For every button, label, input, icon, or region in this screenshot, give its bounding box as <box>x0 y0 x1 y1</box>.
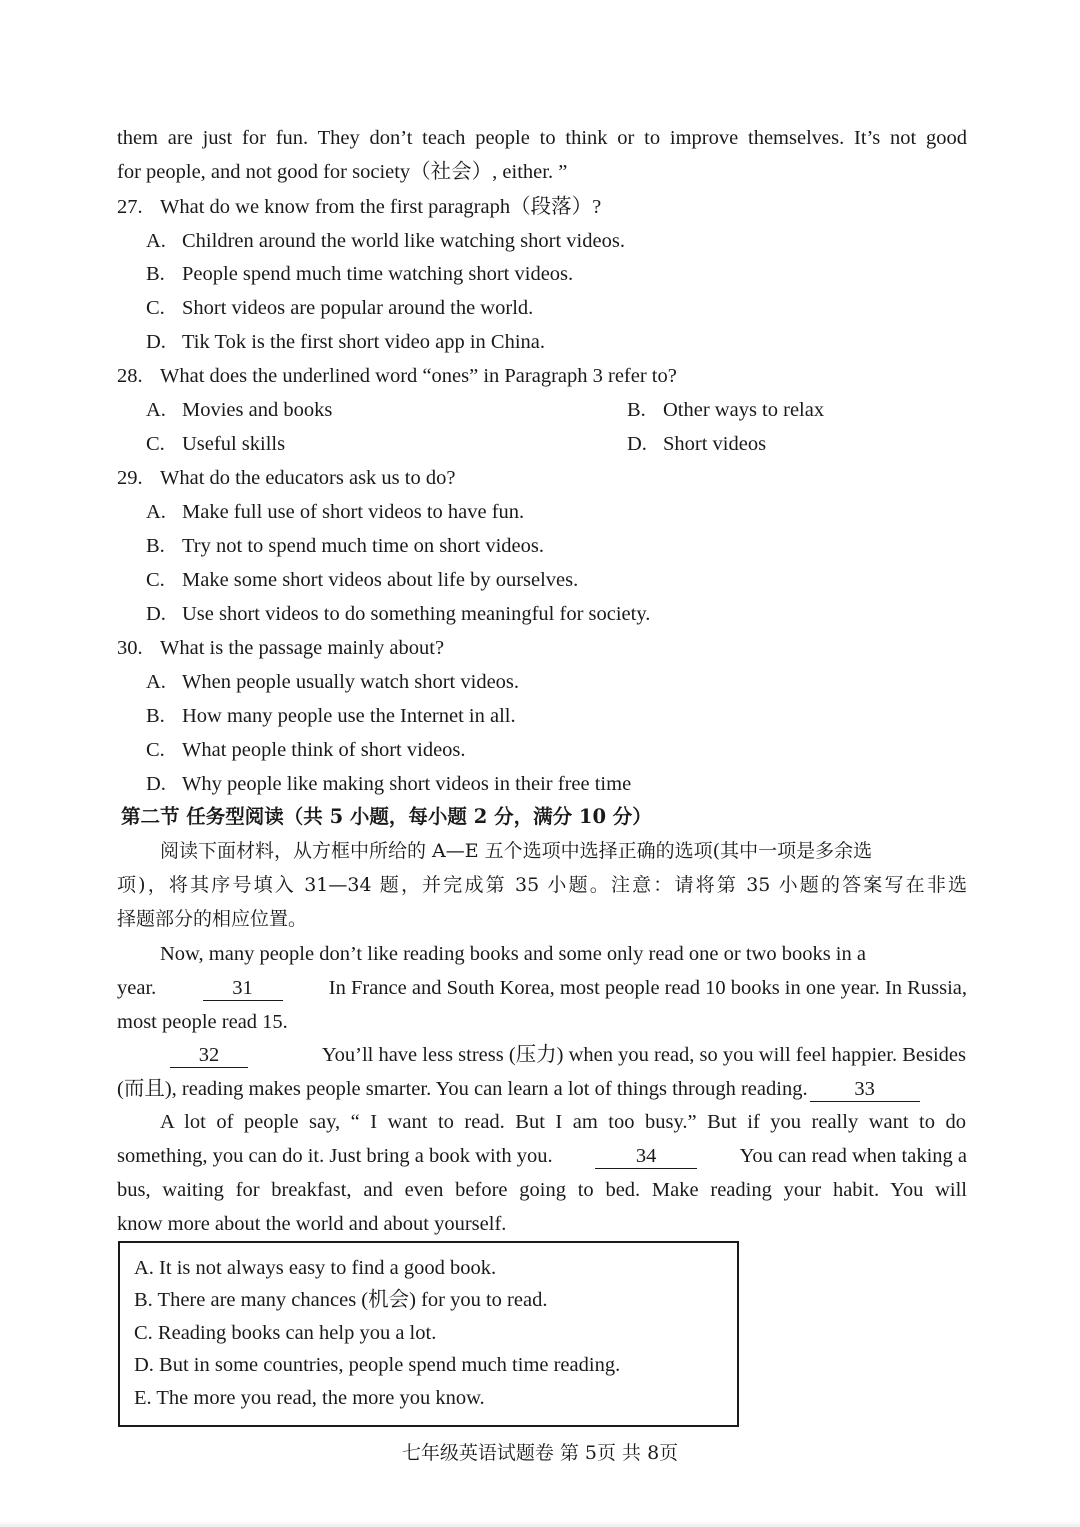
option-letter: C. <box>146 569 165 591</box>
question-number: 28. <box>117 365 143 387</box>
text-segment: In France and South Korea, most people read 10 books in one year. In Russia, <box>328 977 967 999</box>
option-text: Short videos <box>663 433 767 455</box>
paragraph-line: most people read 15. <box>117 1011 288 1033</box>
question-27 <box>117 190 967 224</box>
option-letter: A. <box>146 399 166 421</box>
options-box <box>118 1241 739 1427</box>
paragraph-line <box>117 971 967 1005</box>
question-number: 30. <box>117 637 143 659</box>
question-28 <box>117 359 967 393</box>
box-option: C. Reading books can help you a lot. <box>134 1322 437 1344</box>
option <box>146 427 546 461</box>
option <box>146 529 996 563</box>
option <box>146 393 546 427</box>
option-text: Why people like making short videos in their free time <box>182 773 632 795</box>
box-option: B. There are many chances (机会) for you to read. <box>134 1289 548 1311</box>
option <box>146 257 996 291</box>
paragraph-line: Now, many people don’t like reading books and some only read one or two books in a <box>160 943 866 965</box>
option <box>146 597 996 631</box>
option-text: People spend much time watching short videos. <box>182 263 574 285</box>
text-segment: year. <box>117 977 157 999</box>
paragraph-line: know more about the world and about yourself. <box>117 1213 507 1235</box>
option-text: How many people use the Internet in all. <box>182 705 516 727</box>
option-text: Children around the world like watching short videos. <box>182 230 625 252</box>
passage-line: for people, and not good for society（社会）, either. ” <box>117 161 568 183</box>
text-segment: You can read when taking a <box>739 1145 967 1167</box>
option-text: Make full use of short videos to have fun. <box>182 501 525 523</box>
option-text: Movies and books <box>182 399 333 421</box>
question-number: 27. <box>117 196 143 218</box>
text-segment: (而且), reading makes people smarter. You can learn a lot of things through reading. <box>117 1078 808 1100</box>
page-footer: 七年级英语试题卷 第 5页 共 8页 <box>401 1442 679 1464</box>
paragraph-line <box>117 1139 967 1173</box>
option-letter: A. <box>146 501 166 523</box>
option-letter: D. <box>146 603 166 625</box>
paragraph-line <box>117 1072 967 1106</box>
option-text: Try not to spend much time on short videos. <box>182 535 544 557</box>
option <box>146 699 996 733</box>
question-stem: What does the underlined word “ones” in Paragraph 3 refer to? <box>160 365 677 387</box>
option-text: Tik Tok is the first short video app in China. <box>182 331 546 353</box>
question-stem: What is the passage mainly about? <box>160 637 445 659</box>
option-letter: C. <box>146 297 165 319</box>
question-30 <box>117 631 967 665</box>
paragraph-line <box>170 1038 966 1072</box>
box-option: E. The more you read, the more you know. <box>134 1387 485 1409</box>
text-segment: something, you can do it. Just bring a book with you. <box>117 1145 553 1167</box>
option-letter: B. <box>627 399 646 421</box>
option-text: Useful skills <box>182 433 286 455</box>
option-letter: C. <box>146 739 165 761</box>
option-letter: B. <box>146 705 165 727</box>
blank-34[interactable]: 34 <box>595 1144 697 1169</box>
option <box>146 495 996 529</box>
option-letter: B. <box>146 535 165 557</box>
option <box>627 427 947 461</box>
option <box>146 224 996 258</box>
option <box>146 665 996 699</box>
question-number: 29. <box>117 467 143 489</box>
option-letter: D. <box>146 331 166 353</box>
option <box>146 563 996 597</box>
option-text: Use short videos to do something meaningful for society. <box>182 603 651 625</box>
option-text: Short videos are popular around the world. <box>182 297 534 319</box>
option-letter: D. <box>146 773 166 795</box>
paragraph-line: bus, waiting for breakfast, and even before going to bed. Make reading your habit. You will <box>117 1179 967 1201</box>
option <box>146 767 996 801</box>
box-option: A. It is not always easy to find a good book. <box>134 1257 497 1279</box>
blank-31[interactable]: 31 <box>203 976 283 1001</box>
instruction-line: 阅读下面材料，从方框中所给的 A—E 五个选项中选择正确的选项(其中一项是多余选 <box>160 840 873 862</box>
blank-33[interactable]: 33 <box>810 1077 920 1102</box>
instruction-line: 项)，将其序号填入 31—34 题，并完成第 35 小题。注意：请将第 35 小题的答案写在非选 <box>117 874 967 896</box>
question-stem: What do we know from the first paragraph（段落）? <box>160 196 602 218</box>
blank-32[interactable]: 32 <box>170 1043 248 1068</box>
option-letter: C. <box>146 433 165 455</box>
option-text: What people think of short videos. <box>182 739 466 761</box>
question-stem: What do the educators ask us to do? <box>160 467 456 489</box>
option-letter: A. <box>146 230 166 252</box>
option-letter: D. <box>627 433 647 455</box>
option-text: When people usually watch short videos. <box>182 671 520 693</box>
option-text: Other ways to relax <box>663 399 825 421</box>
option <box>146 325 996 359</box>
option-text: Make some short videos about life by ourselves. <box>182 569 579 591</box>
page-edge-shadow <box>0 1521 1080 1527</box>
section-heading: 第二节 任务型阅读（共 5 小题，每小题 2 分，满分 10 分） <box>121 805 652 828</box>
option <box>146 733 996 767</box>
option <box>627 393 947 427</box>
paragraph-line: A lot of people say, “ I want to read. But I am too busy.” But if you really want to do <box>160 1111 966 1133</box>
option-letter: A. <box>146 671 166 693</box>
box-option: D. But in some countries, people spend much time reading. <box>134 1354 621 1376</box>
question-29 <box>117 461 967 495</box>
instruction-line: 择题部分的相应位置。 <box>117 908 308 930</box>
passage-line: them are just for fun. They don’t teach people to think or to improve themselves. It’s not good <box>117 127 967 149</box>
option <box>146 291 996 325</box>
text-segment: You’ll have less stress (压力) when you read, so you will feel happier. Besides <box>321 1044 966 1066</box>
option-letter: B. <box>146 263 165 285</box>
